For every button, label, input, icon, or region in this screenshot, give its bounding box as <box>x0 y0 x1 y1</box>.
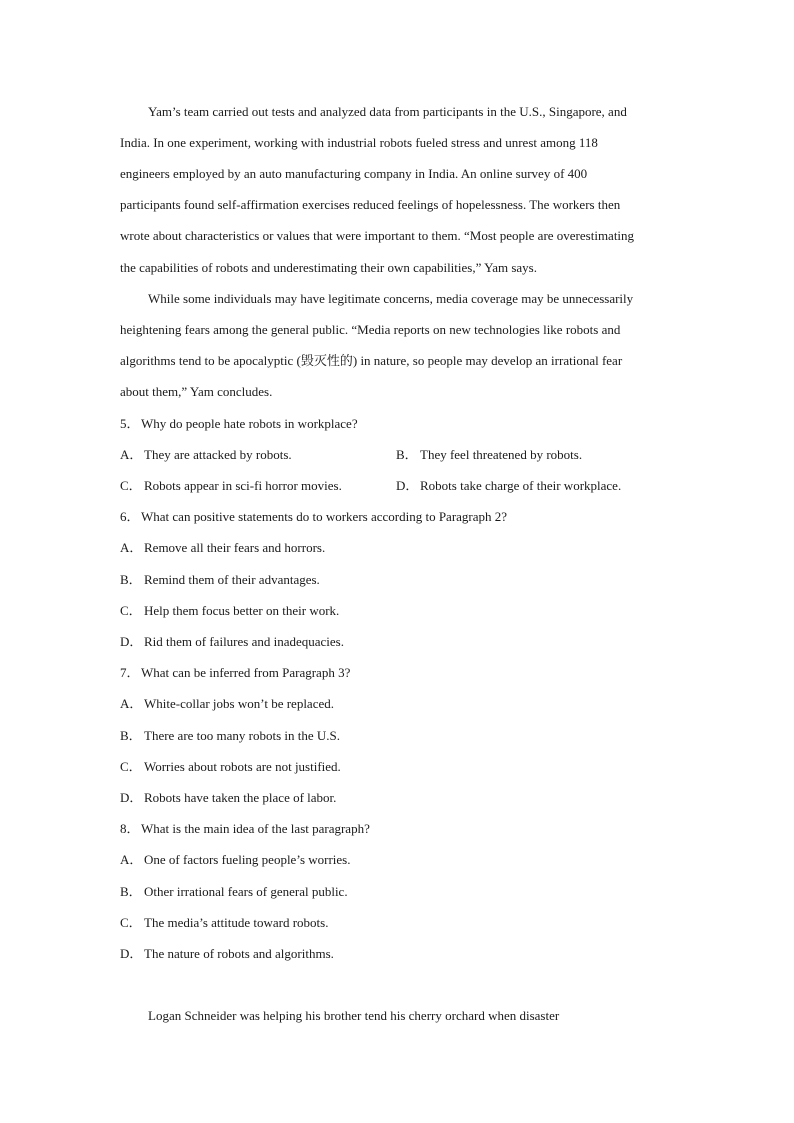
option-text: Robots have taken the place of labor. <box>144 790 337 805</box>
option-text: They feel threatened by robots. <box>420 447 583 462</box>
question-6-option-d <box>120 634 676 650</box>
paragraph-a-line-5: wrote about characteristics or values that were important to them. “Most people are overestimating <box>120 228 635 243</box>
question-text: What can be inferred from Paragraph 3? <box>141 665 351 680</box>
option-label: D． <box>120 634 143 649</box>
question-number: 6． <box>120 509 140 524</box>
option-label: A． <box>120 852 143 867</box>
option-label: C． <box>120 915 142 930</box>
question-5 <box>120 416 676 432</box>
paragraph-a-line-6: the capabilities of robots and underestimating their own capabilities,” Yam says. <box>120 260 537 275</box>
question-8-option-b <box>120 884 676 900</box>
question-6-option-a <box>120 540 676 556</box>
question-8-option-d <box>120 946 676 962</box>
question-7-option-c <box>120 759 676 775</box>
question-5-options-row-2 <box>120 478 676 494</box>
question-5-options-row-1 <box>120 447 676 463</box>
option-text: The media’s attitude toward robots. <box>144 915 329 930</box>
paragraph-a-line-2: India. In one experiment, working with industrial robots fueled stress and unrest among 118 <box>120 135 598 150</box>
option-label: B． <box>120 728 142 743</box>
question-number: 5． <box>120 416 140 431</box>
paragraph-a-line-4: participants found self-affirmation exercises reduced feelings of hopelessness. The workers then <box>120 197 621 212</box>
option-text: Robots take charge of their workplace. <box>420 478 622 493</box>
paragraph-a-line-3: engineers employed by an auto manufacturing company in India. An online survey of 400 <box>120 166 588 181</box>
question-7-option-d <box>120 790 676 806</box>
question-8-option-a <box>120 852 676 868</box>
option-label: B． <box>120 884 142 899</box>
question-text: Why do people hate robots in workplace? <box>141 416 358 431</box>
option-b <box>396 447 582 463</box>
question-6-option-c <box>120 603 676 619</box>
option-d <box>396 478 621 494</box>
option-label: C． <box>120 478 142 493</box>
option-label: A． <box>120 696 143 711</box>
question-text: What can positive statements do to workers according to Paragraph 2? <box>141 509 508 524</box>
option-text: Rid them of failures and inadequacies. <box>144 634 344 649</box>
option-text: The nature of robots and algorithms. <box>144 946 334 961</box>
question-6-option-b <box>120 572 676 588</box>
option-text: They are attacked by robots. <box>144 447 292 462</box>
question-8 <box>120 821 676 837</box>
option-text: Other irrational fears of general public. <box>144 884 348 899</box>
option-label: D． <box>120 790 143 805</box>
paragraph-b-line-1: While some individuals may have legitimate concerns, media coverage may be unnecessarily <box>148 291 634 306</box>
option-label: D． <box>396 478 419 493</box>
option-text: Worries about robots are not justified. <box>144 759 341 774</box>
option-text: White-collar jobs won’t be replaced. <box>144 696 334 711</box>
option-text: One of factors fueling people’s worries. <box>144 852 351 867</box>
question-6 <box>120 509 676 525</box>
option-text: Remind them of their advantages. <box>144 572 320 587</box>
option-label: A． <box>120 447 143 462</box>
option-label: D． <box>120 946 143 961</box>
question-7 <box>120 665 676 681</box>
question-7-option-b <box>120 728 676 744</box>
question-number: 8． <box>120 821 140 836</box>
next-passage-first-line: Logan Schneider was helping his brother tend his cherry orchard when disaster <box>148 1008 560 1023</box>
option-text: Remove all their fears and horrors. <box>144 540 326 555</box>
question-number: 7． <box>120 665 140 680</box>
option-label: B． <box>120 572 142 587</box>
question-text: What is the main idea of the last paragraph? <box>141 821 370 836</box>
option-c <box>120 478 342 493</box>
paragraph-a-line-1: Yam’s team carried out tests and analyzed data from participants in the U.S., Singapore, and <box>148 104 627 119</box>
paragraph-b-line-2: heightening fears among the general public. “Media reports on new technologies like robots and <box>120 322 621 337</box>
paragraph-b-line-3: algorithms tend to be apocalyptic (毁灭性的) in nature, so people may develop an irrational fear <box>120 353 623 368</box>
option-text: Help them focus better on their work. <box>144 603 340 618</box>
option-label: A． <box>120 540 143 555</box>
question-8-option-c <box>120 915 676 931</box>
option-a <box>120 447 292 462</box>
paragraph-b-line-4: about them,” Yam concludes. <box>120 384 273 399</box>
option-label: B． <box>396 447 418 462</box>
option-text: Robots appear in sci-fi horror movies. <box>144 478 342 493</box>
option-text: There are too many robots in the U.S. <box>144 728 341 743</box>
option-label: C． <box>120 759 142 774</box>
question-7-option-a <box>120 696 676 712</box>
option-label: C． <box>120 603 142 618</box>
